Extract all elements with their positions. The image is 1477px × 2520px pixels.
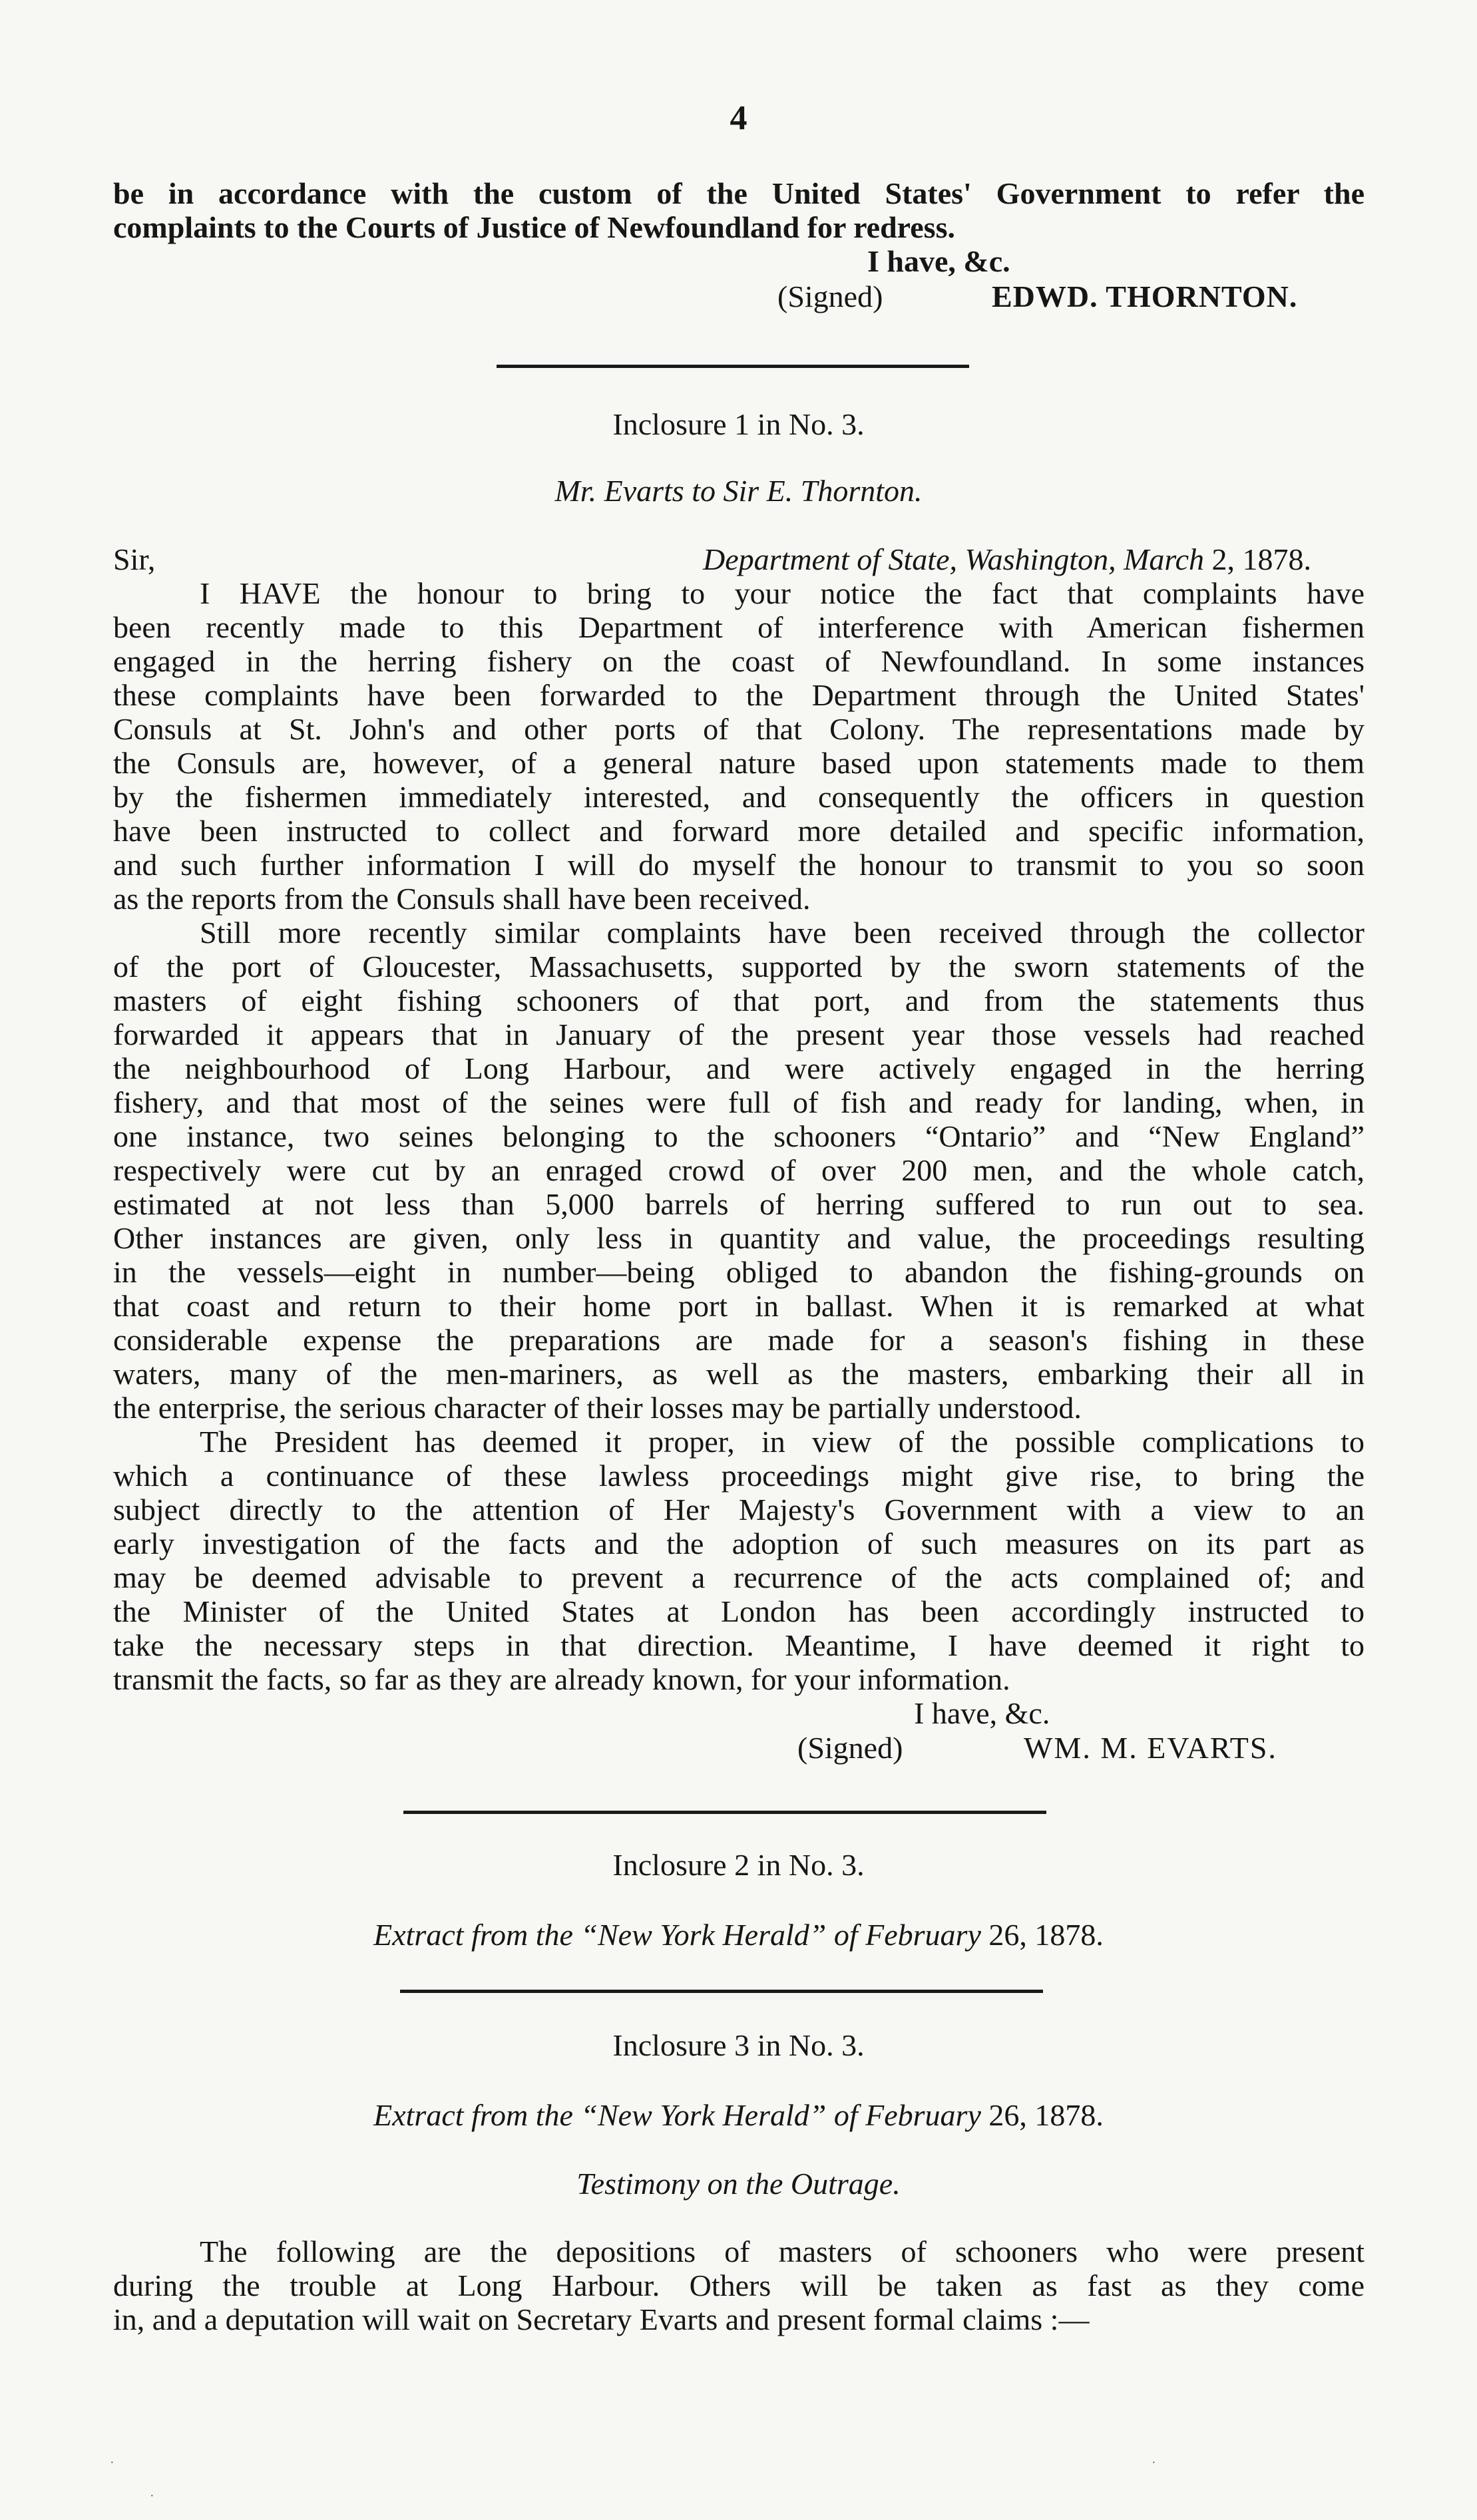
letter-paragraph-1 xyxy=(113,576,1365,916)
scan-speck: · xyxy=(150,2489,154,2503)
extract-source: Extract from the “New York Herald” of February xyxy=(373,1918,981,1952)
section-rule xyxy=(403,1811,1046,1814)
text-line: fishery, and that most of the seines were full of fish and ready for landing, when, in xyxy=(113,1085,1365,1119)
text-line: by the fishermen immediately interested, and consequently the officers in question xyxy=(113,780,1365,814)
text-line: I HAVE the honour to bring to your notice the fact that complaints have xyxy=(200,576,1365,610)
extract-subheading xyxy=(0,2098,1477,2132)
dateline-place: Department of State, Washington, March xyxy=(703,542,1204,576)
signer-name: WM. M. EVARTS. xyxy=(1024,1731,1277,1765)
text-line: one instance, two seines belonging to the schooners “Ontario” and “New England” xyxy=(113,1119,1365,1153)
text-line: may be deemed advisable to prevent a recurrence of the acts complained of; and xyxy=(113,1560,1365,1594)
text-line: Other instances are given, only less in quantity and value, the proceedings resulting xyxy=(113,1221,1365,1255)
testimony-paragraph xyxy=(113,2235,1365,2336)
section-rule xyxy=(400,1990,1043,1993)
dateline xyxy=(703,542,1311,576)
text-line: that coast and return to their home port in ballast. When it is remarked at what xyxy=(113,1289,1365,1323)
text-line: subject directly to the attention of Her Majesty's Government with a view to an xyxy=(113,1493,1365,1527)
text-line: masters of eight fishing schooners of that port, and from the statements thus xyxy=(113,984,1365,1017)
opening-paragraph xyxy=(113,176,1365,244)
text-line: take the necessary steps in that direction. Meantime, I have deemed it right to xyxy=(113,1628,1365,1662)
text-line: forwarded it appears that in January of the present year those vessels had reached xyxy=(113,1017,1365,1051)
extract-subheading xyxy=(0,1918,1477,1952)
text-line: as the reports from the Consuls shall have been received. xyxy=(113,882,811,916)
text-line: early investigation of the facts and the adoption of such measures on its part as xyxy=(113,1527,1365,1560)
letter-subheading: Mr. Evarts to Sir E. Thornton. xyxy=(554,474,923,508)
text-line: complaints to the Courts of Justice of Newfoundland for redress. xyxy=(113,210,955,244)
closing-formula: I have, &c. xyxy=(867,244,1010,278)
text-line: respectively were cut by an enraged crowd of over 200 men, and the whole catch, xyxy=(113,1153,1365,1187)
text-line: and such further information I will do myself the honour to transmit to you so soon xyxy=(113,848,1365,882)
text-line: considerable expense the preparations are made for a season's fishing in these xyxy=(113,1323,1365,1357)
text-line: be in accordance with the custom of the United States' Government to refer the xyxy=(113,176,1365,210)
inclosure-heading: Inclosure 1 in No. 3. xyxy=(612,407,865,441)
extract-date: 26, 1878. xyxy=(988,1918,1104,1952)
text-line: transmit the facts, so far as they are already known, for your information. xyxy=(113,1662,1010,1696)
page-number: 4 xyxy=(730,99,747,137)
text-line: Still more recently similar complaints have been received through the collector xyxy=(200,916,1365,950)
text-line: of the port of Gloucester, Massachusetts, supported by the sworn statements of the xyxy=(113,950,1365,984)
text-line: The following are the depositions of masters of schooners who were present xyxy=(200,2235,1365,2268)
text-line: in, and a deputation will wait on Secretary Evarts and present formal claims :— xyxy=(113,2302,1090,2336)
scan-speck: · xyxy=(1152,2455,1156,2470)
text-line: Consuls at St. John's and other ports of that Colony. The representations made by xyxy=(113,712,1365,746)
salutation: Sir, xyxy=(113,542,156,576)
section-rule xyxy=(497,365,969,368)
text-line: the Consuls are, however, of a general nature based upon statements made to them xyxy=(113,746,1365,780)
inclosure-heading: Inclosure 2 in No. 3. xyxy=(612,1848,865,1882)
text-line: been recently made to this Department of interference with American fishermen xyxy=(113,610,1365,644)
scan-speck: · xyxy=(110,2455,114,2470)
inclosure-heading: Inclosure 3 in No. 3. xyxy=(612,2028,865,2062)
text-line: these complaints have been forwarded to the Department through the United States' xyxy=(113,678,1365,712)
text-line: the enterprise, the serious character of their losses may be partially understood. xyxy=(113,1391,1082,1425)
text-line: estimated at not less than 5,000 barrels of herring suffered to run out to sea. xyxy=(113,1187,1365,1221)
text-line: The President has deemed it proper, in view of the possible complications to xyxy=(200,1425,1365,1459)
signed-label: (Signed) xyxy=(797,1731,903,1765)
letter-paragraph-3 xyxy=(113,1425,1365,1696)
text-line: engaged in the herring fishery on the coast of Newfoundland. In some instances xyxy=(113,644,1365,678)
text-line: during the trouble at Long Harbour. Others will be taken as fast as they come xyxy=(113,2268,1365,2302)
text-line: which a continuance of these lawless proceedings might give rise, to bring the xyxy=(113,1459,1365,1493)
text-line: in the vessels—eight in number—being obliged to abandon the fishing-grounds on xyxy=(113,1255,1365,1289)
extract-source: Extract from the “New York Herald” of February xyxy=(373,2098,981,2132)
closing-formula: I have, &c. xyxy=(914,1696,1050,1730)
text-line: the neighbourhood of Long Harbour, and were actively engaged in the herring xyxy=(113,1051,1365,1085)
letter-paragraph-2 xyxy=(113,916,1365,1425)
dateline-date: 2, 1878. xyxy=(1211,542,1311,576)
text-line: have been instructed to collect and forward more detailed and specific information, xyxy=(113,814,1365,848)
extract-date: 26, 1878. xyxy=(988,2098,1104,2132)
section-title: Testimony on the Outrage. xyxy=(576,2167,901,2201)
text-line: the Minister of the United States at London has been accordingly instructed to xyxy=(113,1594,1365,1628)
signed-label: (Signed) xyxy=(777,279,883,313)
signer-name: EDWD. THORNTON. xyxy=(992,279,1298,313)
text-line: waters, many of the men-mariners, as well as the masters, embarking their all in xyxy=(113,1357,1365,1391)
